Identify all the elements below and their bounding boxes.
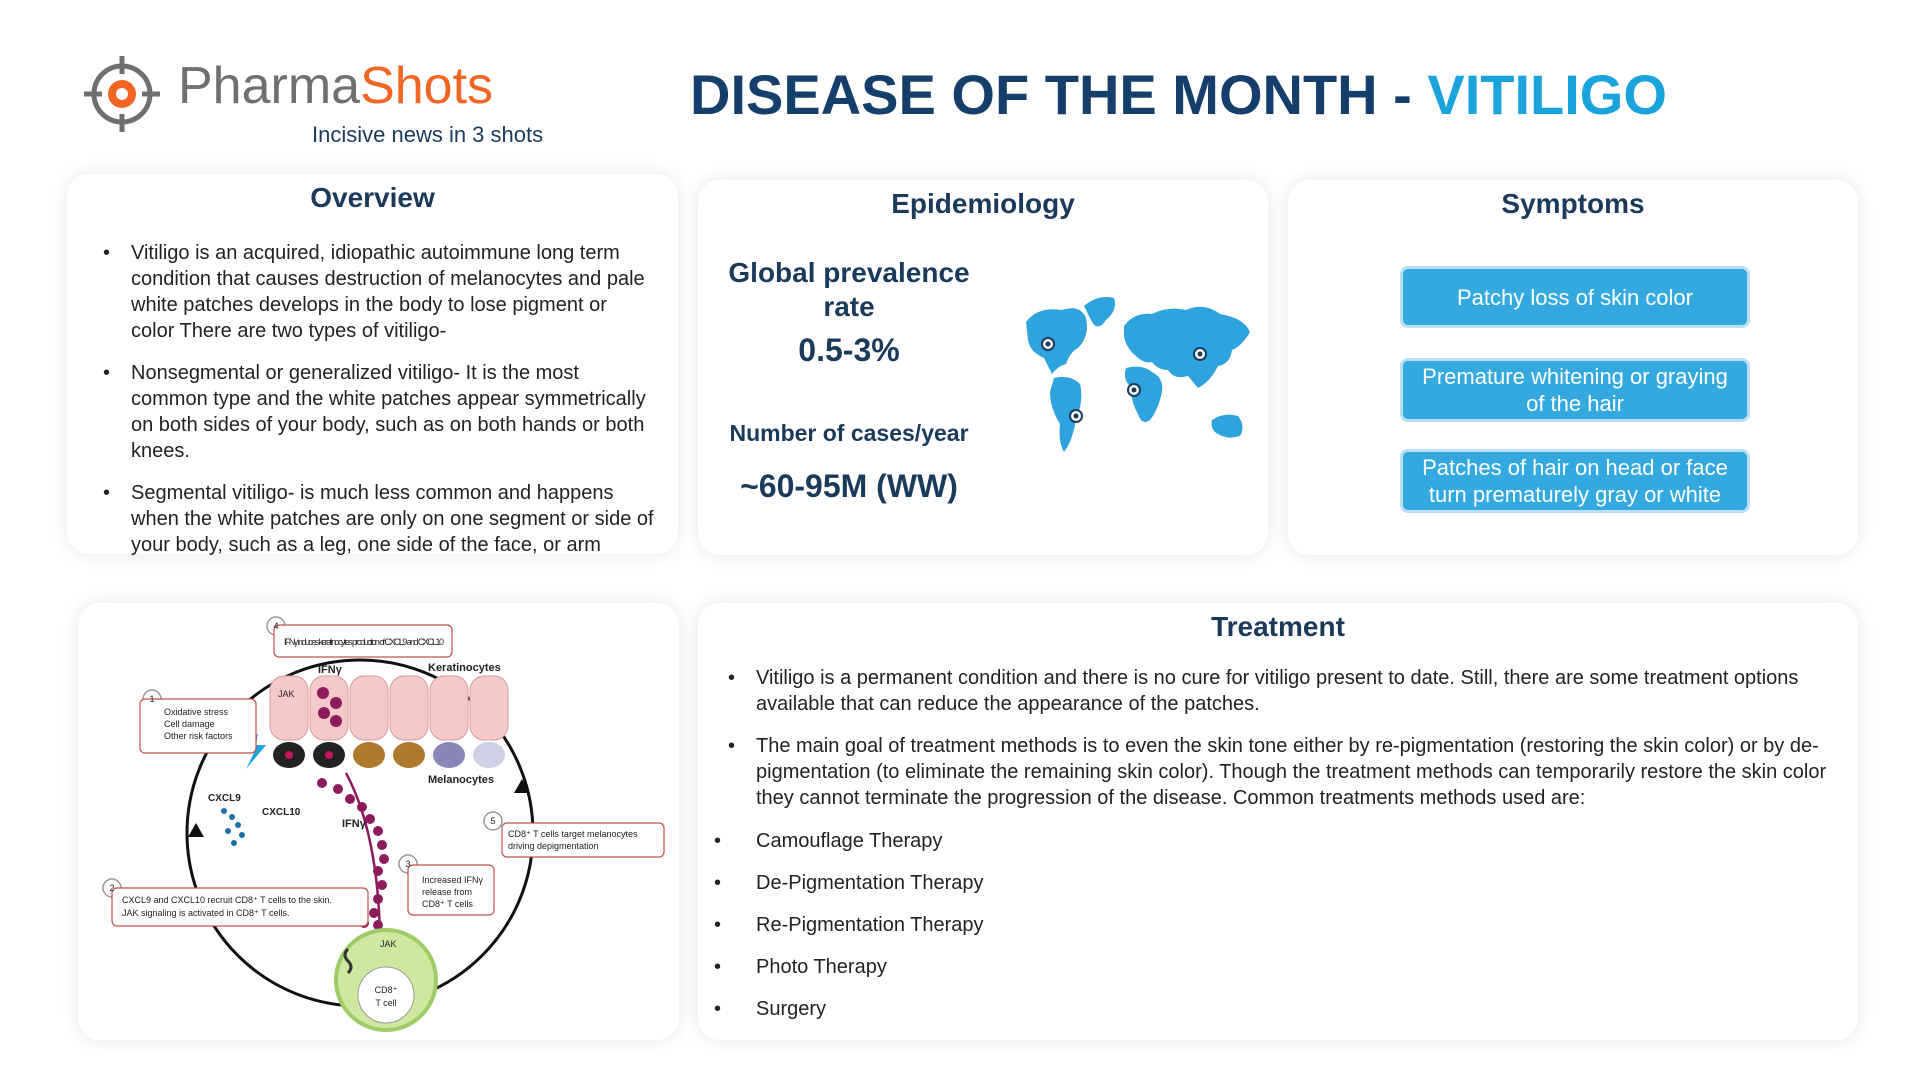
- symptom-item-3: Patches of hair on head or face turn prematurely gray or white: [1400, 449, 1750, 513]
- cases-label: Number of cases/year: [729, 420, 969, 446]
- ring-arrow-left: [188, 823, 204, 837]
- overview-card: [67, 174, 678, 554]
- treatment-card: [698, 603, 1858, 1040]
- overview-list: [87, 240, 655, 558]
- symptoms-title: Symptoms: [1501, 188, 1645, 219]
- treatment-methods-list: [698, 828, 1698, 1022]
- brand-name-part2: Shots: [360, 57, 494, 115]
- jak-top-label: JAK: [278, 689, 295, 699]
- step-number-3: 3: [405, 859, 411, 869]
- page-title: [690, 62, 1667, 127]
- jak-bottom-label: JAK: [380, 939, 397, 949]
- symptoms-card: [1288, 180, 1858, 555]
- treatment-paragraph-2: • The main goal of treatment methods is to even the skin tone either by re-pigmentation (restoring the skin color) or by de-pigmentation (to eliminate the remaining skin color). Though the treatment methods can temporarily restore the skin color they cannot terminate the progression of the disease. Common treatments methods used are:: [712, 733, 1842, 811]
- cxcl9-label: CXCL9: [208, 793, 241, 804]
- page-title-main: DISEASE OF THE MONTH -: [690, 63, 1428, 126]
- ifng-mid-label: IFNγ: [342, 818, 366, 830]
- pathogenesis-diagram-card: [78, 603, 679, 1040]
- step1-line-2: Cell damage: [164, 719, 215, 729]
- crosshair-logo-icon: [82, 54, 162, 134]
- step4-label: IFNγ induces keratinocytes production of CXCL9 and CXCL10: [284, 637, 444, 647]
- brand-name: [178, 56, 493, 116]
- cases-value: ~60-95M (WW): [740, 468, 958, 504]
- pathogenesis-diagram: [78, 603, 679, 1040]
- melanocytes-label: Melanocytes: [428, 774, 495, 786]
- brand-name-part1: Pharma: [178, 57, 361, 115]
- cxcl10-label: CXCL10: [262, 807, 301, 818]
- page-title-highlight: VITILIGO: [1427, 63, 1667, 126]
- step3-line-2: release from: [422, 887, 473, 897]
- treatment-paragraph-1: • Vitiligo is a permanent condition and there is no cure for vitiligo present to date. Still, there are some treatment options available that can reduce the appearance of the patches.: [712, 665, 1842, 717]
- logo: [82, 52, 552, 162]
- step-number-1: 1: [149, 694, 155, 704]
- treatment-method-4: • Photo Therapy: [698, 954, 1698, 980]
- treatment-title: Treatment: [1211, 611, 1345, 642]
- step-number-2: 2: [109, 883, 115, 893]
- step5-line-1: CD8⁺ T cells target melanocytes: [508, 829, 638, 839]
- cxcl-dots: [221, 808, 245, 846]
- step2-line-1: CXCL9 and CXCL10 recruit CD8⁺ T cells to the skin.: [122, 895, 333, 905]
- brand-tagline: Incisive news in 3 shots: [312, 122, 544, 147]
- overview-bullet-3: • Segmental vitiligo- is much less common and happens when the white patches are only on one segment or side of your body, such as a leg, one side of the face, or arm: [87, 480, 655, 558]
- step1-line-3: Other risk factors: [164, 731, 233, 741]
- treatment-paragraphs: [712, 665, 1842, 811]
- overview-bullet-2: • Nonsegmental or generalized vitiligo- It is the most common type and the white patches appear symmetrically on both sides of your body, such as on both hands or both knees.: [87, 360, 655, 464]
- prevalence-label: Global prevalence rate: [728, 257, 970, 322]
- t-cell-label-line2: T cell: [375, 998, 397, 1008]
- keratinocytes: [270, 676, 508, 740]
- symptom-item-1: Patchy loss of skin color: [1400, 266, 1750, 328]
- treatment-method-5: • Surgery: [698, 996, 1698, 1022]
- step3-line-1: Increased IFNγ: [422, 875, 484, 885]
- step-number-5: 5: [490, 816, 496, 826]
- overview-bullet-1: • Vitiligo is an acquired, idiopathic autoimmune long term condition that causes destruction of melanocytes and pale white patches develops in the body to lose pigment or color There are two types of vitiligo-: [87, 240, 655, 344]
- step2-line-2: JAK signaling is activated in CD8⁺ T cells.: [122, 908, 290, 918]
- overview-title: Overview: [310, 182, 435, 213]
- step3-line-3: CD8⁺ T cells: [422, 899, 473, 909]
- prevalence-value: 0.5-3%: [798, 332, 900, 368]
- epidemiology-title: Epidemiology: [891, 188, 1075, 219]
- symptom-item-2: Premature whitening or graying of the hair: [1400, 358, 1750, 422]
- treatment-method-1: • Camouflage Therapy: [698, 828, 1698, 854]
- epidemiology-card: [698, 180, 1268, 555]
- world-map-icon: [1018, 292, 1258, 482]
- step1-line-1: Oxidative stress: [164, 707, 229, 717]
- t-cell-label-line1: CD8⁺: [374, 985, 398, 995]
- melanocytes: [273, 742, 505, 768]
- t-cell-inner: [358, 967, 414, 1023]
- treatment-method-2: • De-Pigmentation Therapy: [698, 870, 1698, 896]
- step5-line-2: driving depigmentation: [508, 841, 599, 851]
- ifng-top-label: IFNγ: [318, 664, 342, 676]
- step-number-4: 4: [273, 621, 279, 631]
- treatment-method-3: • Re-Pigmentation Therapy: [698, 912, 1698, 938]
- keratinocytes-label: Keratinocytes: [428, 662, 501, 674]
